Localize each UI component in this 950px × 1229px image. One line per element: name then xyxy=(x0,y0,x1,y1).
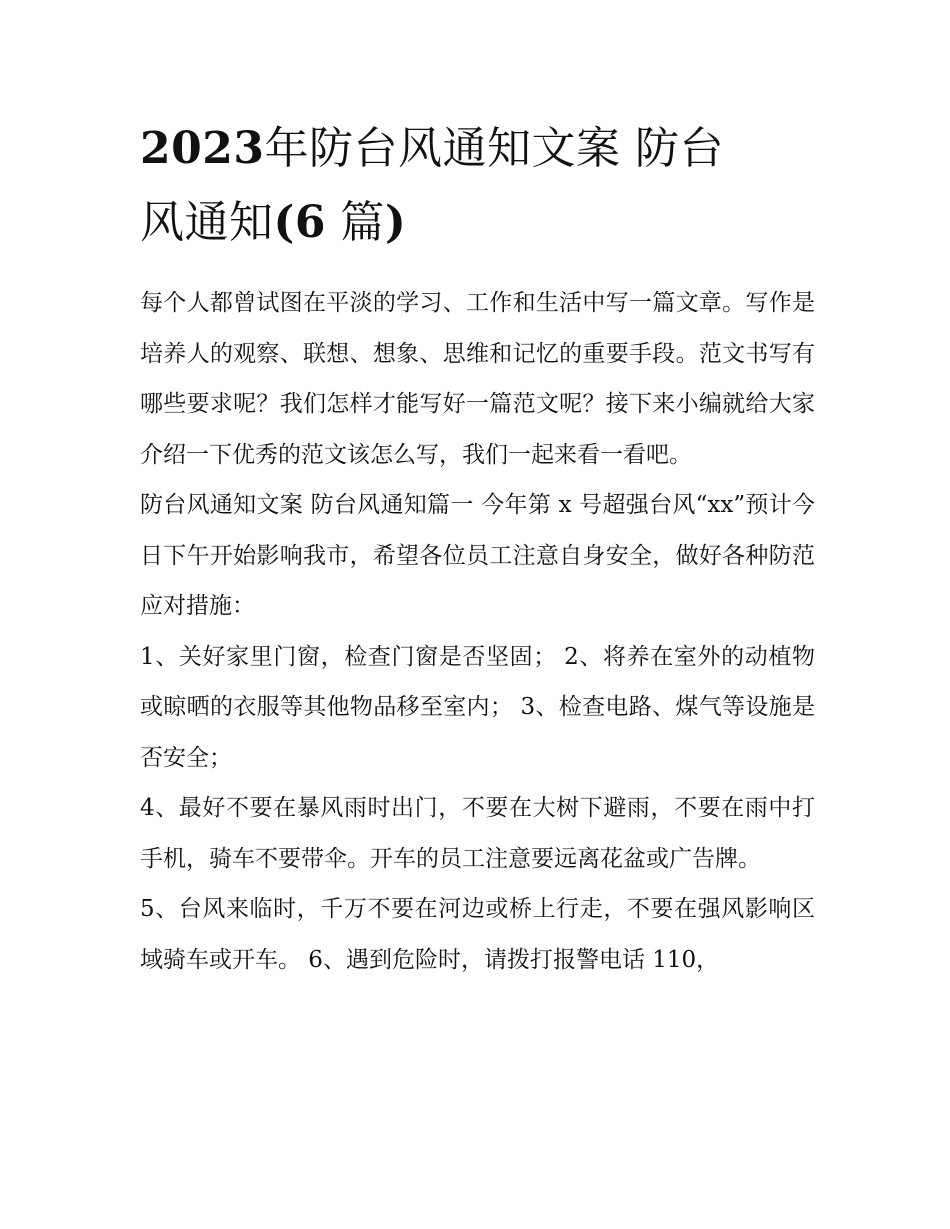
measures-paragraph-5: 5、台风来临时，千万不要在河边或桥上行走，不要在强风影响区域骑车或开车。 6、遇到危险时，请拨打报警电话 110， xyxy=(140,896,815,973)
measures-paragraph-1: 1、关好家里门窗，检查门窗是否坚固； 2、将养在室外的动植物或晾晒的衣服等其他物品移至室内； 3、检查电路、煤气等设施是否安全； xyxy=(140,643,815,771)
measures-paragraph-4: 4、最好不要在暴风雨时出门，不要在大树下避雨，不要在雨中打手机，骑车不要带伞。开车的员工注意要远离花盆或广告牌。 xyxy=(140,795,815,872)
document-title xyxy=(140,112,815,260)
notice-intro-paragraph: 防台风通知文案 防台风通知篇一 今年第 x 号超强台风“xx”预计今日下午开始影响我市，希望各位员工注意自身安全，做好各种防范应对措施： xyxy=(140,492,815,619)
intro-paragraph: 每个人都曾试图在平淡的学习、工作和生活中写一篇文章。写作是培养人的观察、联想、想象、思维和记忆的重要手段。范文书写有哪些要求呢？我们怎样才能写好一篇范文呢？接下来小编就给大家介绍一下优秀的范文该怎么写，我们一起来看一看吧。 xyxy=(140,290,815,468)
title-text-1: 年防台风通知文案 防台 xyxy=(264,123,724,174)
title-count-unit: 篇 xyxy=(325,197,385,248)
title-year: 2023 xyxy=(140,123,265,174)
title-count-open: (6 xyxy=(273,197,326,248)
title-text-2: 风通知 xyxy=(140,197,274,248)
title-line-1 xyxy=(140,123,724,174)
title-line-2 xyxy=(140,197,406,248)
title-count-close: ) xyxy=(384,197,407,248)
document-body xyxy=(140,112,815,985)
